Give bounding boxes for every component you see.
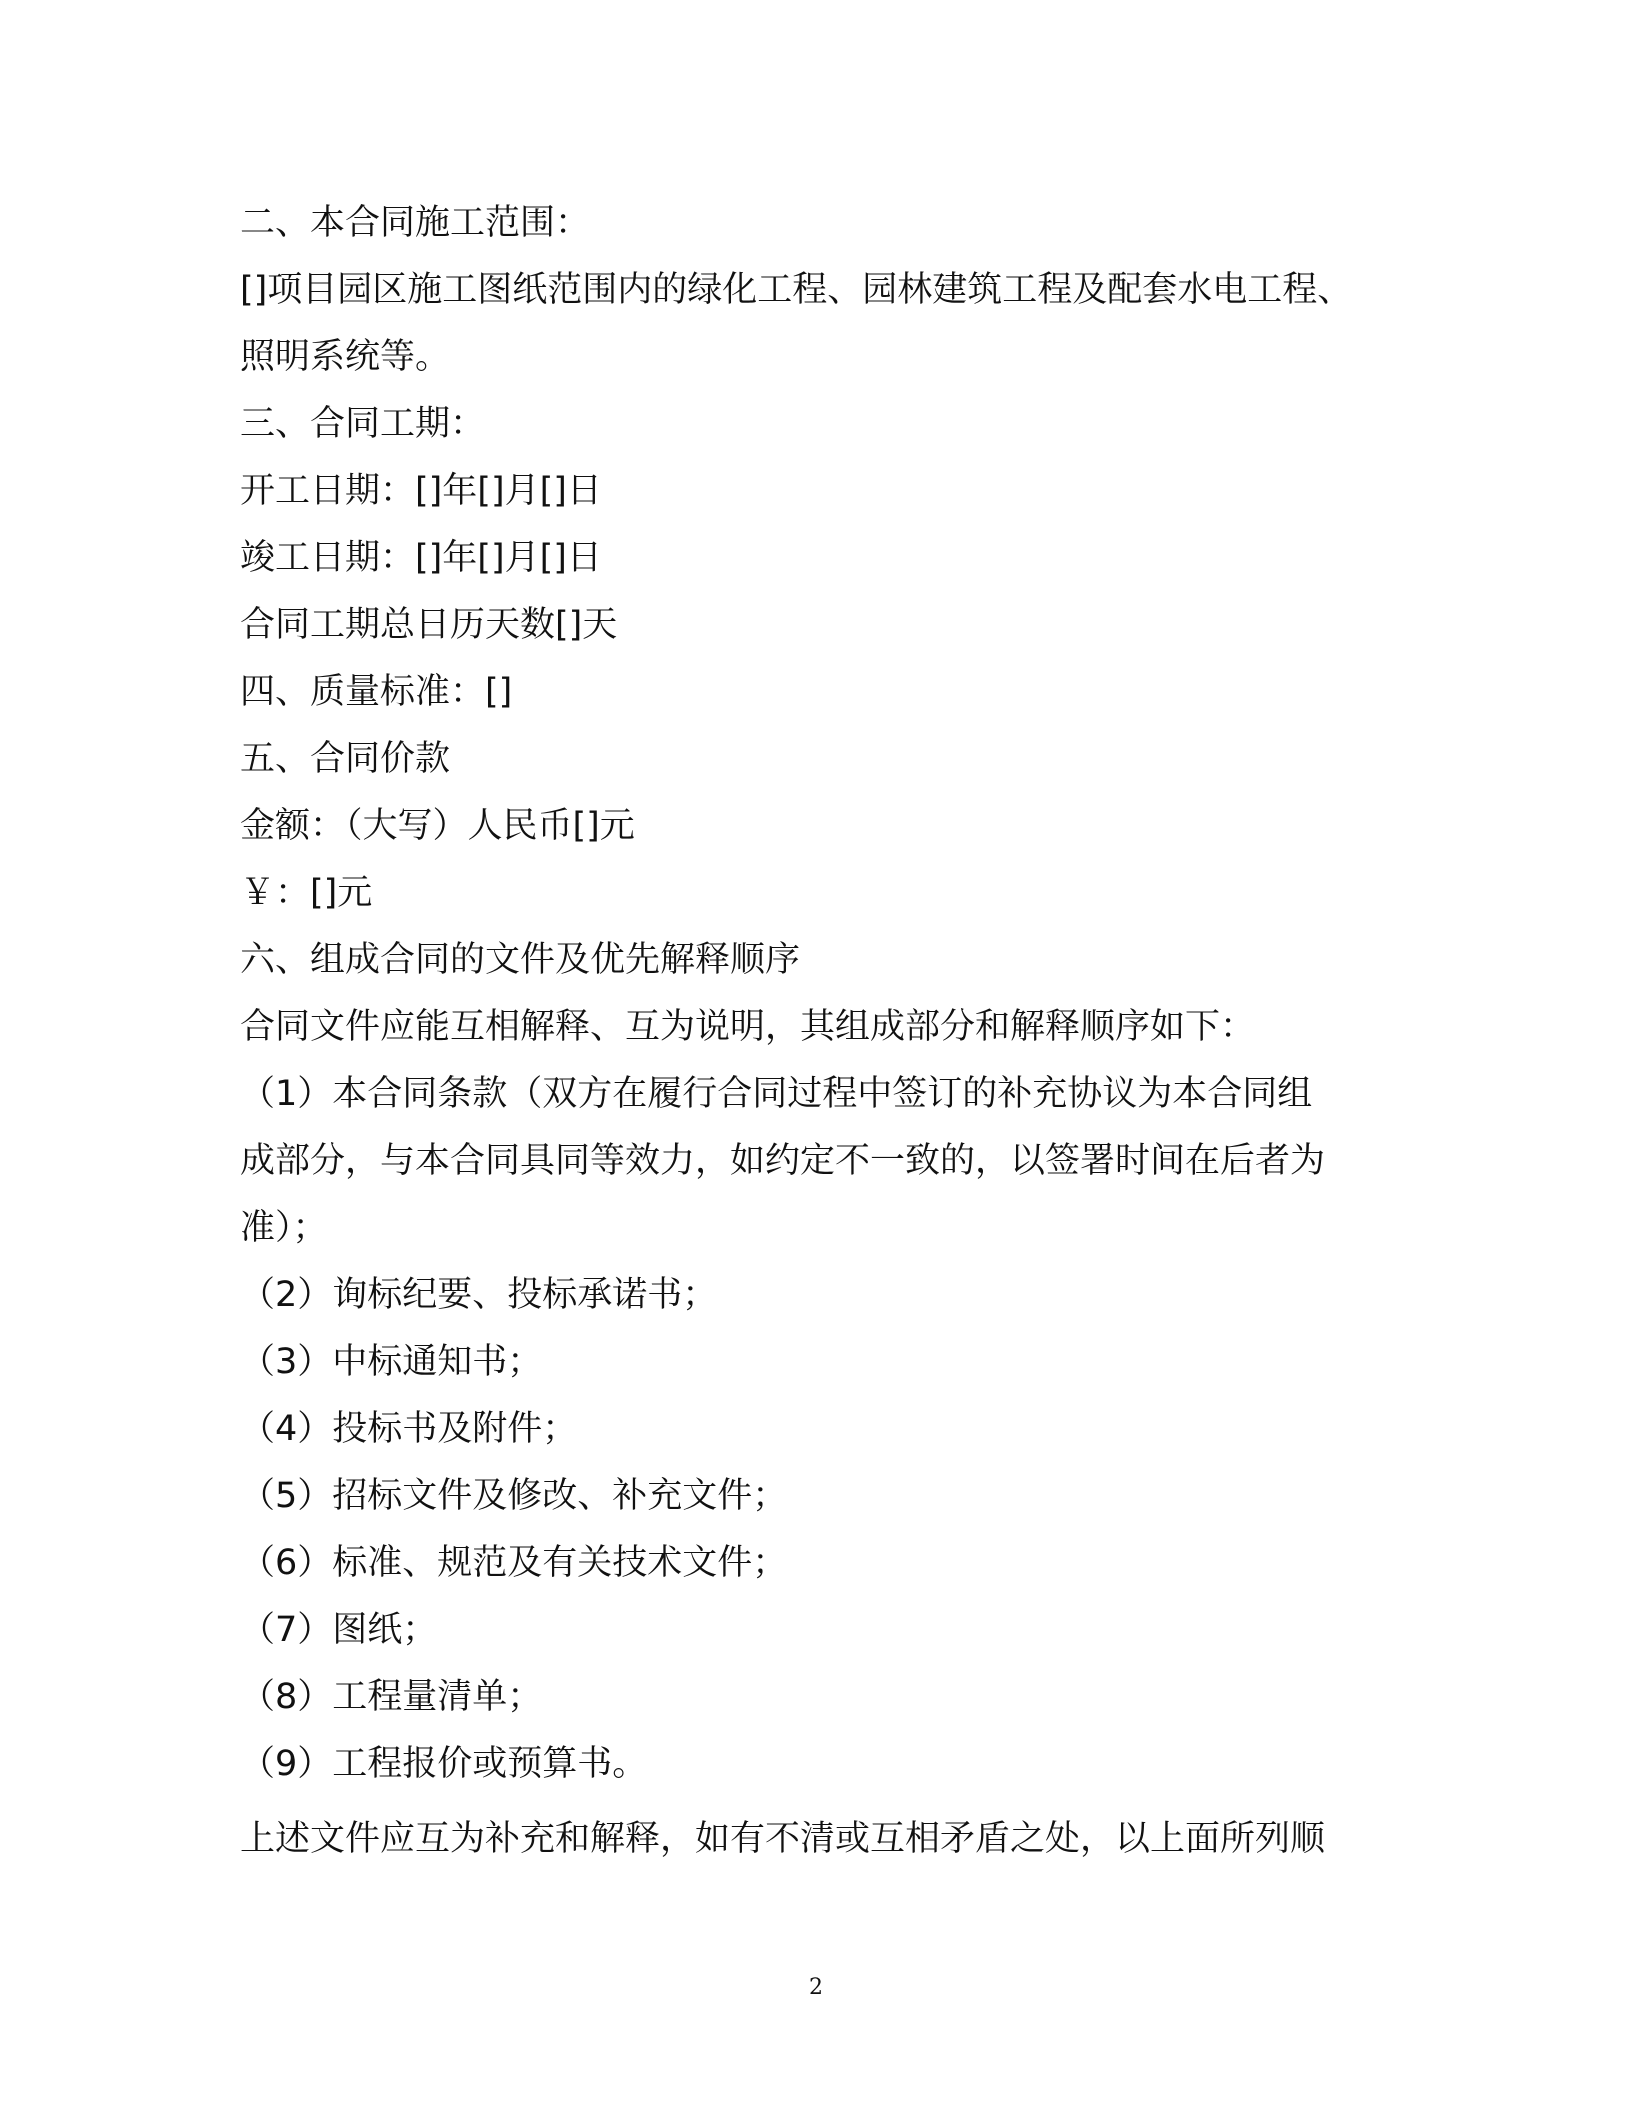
completion-date-line: 竣工日期：[]年[]月[]日 (240, 538, 602, 578)
page-number: 2 (809, 1975, 823, 2000)
list-item: （1）本合同条款（双方在履行合同过程中签订的补充协议为本合同组 (240, 1074, 1313, 1114)
list-item: （8）工程量清单； (240, 1677, 543, 1717)
paragraph-line: []项目园区施工图纸范围内的绿化工程、园林建筑工程及配套水电工程、 (240, 270, 1353, 310)
list-item: （9）工程报价或预算书。 (240, 1744, 648, 1784)
amount-words-line: 金额：（大写）人民币[]元 (240, 806, 635, 846)
paragraph-line: 合同文件应能互相解释、互为说明，其组成部分和解释顺序如下： (240, 1007, 1256, 1047)
paragraph-line: 照明系统等。 (240, 337, 451, 377)
paragraph-line: 上述文件应互为补充和解释，如有不清或互相矛盾之处，以上面所列顺 (240, 1819, 1326, 1859)
list-item: （7）图纸； (240, 1610, 438, 1650)
list-item: （6）标准、规范及有关技术文件； (240, 1543, 788, 1583)
list-item: （2）询标纪要、投标承诺书； (240, 1275, 718, 1315)
list-item: （5）招标文件及修改、补充文件； (240, 1476, 788, 1516)
section-heading-price: 五、合同价款 (240, 739, 451, 779)
list-item-continuation: 准）； (240, 1208, 328, 1248)
list-item: （3）中标通知书； (240, 1342, 543, 1382)
amount-figures-line: ￥：[]元 (240, 873, 373, 913)
section-heading-documents: 六、组成合同的文件及优先解释顺序 (240, 940, 801, 980)
section-heading-quality: 四、质量标准：[] (240, 672, 513, 712)
document-body (240, 190, 1390, 1873)
list-item-continuation: 成部分，与本合同具同等效力，如约定不一致的，以签署时间在后者为 (240, 1141, 1326, 1181)
list-item: （4）投标书及附件； (240, 1409, 578, 1449)
section-heading-period: 三、合同工期： (240, 404, 486, 444)
section-heading-scope: 二、本合同施工范围： (240, 203, 591, 243)
start-date-line: 开工日期：[]年[]月[]日 (240, 471, 602, 511)
total-days-line: 合同工期总日历天数[]天 (240, 605, 618, 645)
